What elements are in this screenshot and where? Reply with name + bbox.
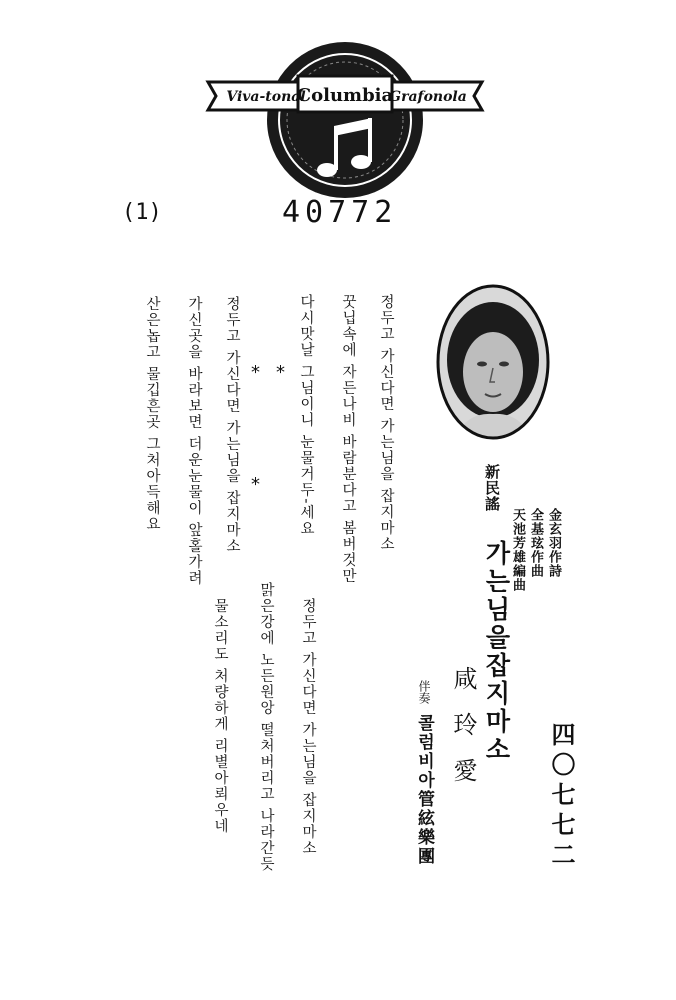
credit-composer: 全基玹作曲	[528, 508, 543, 578]
record-side: (1)	[122, 200, 162, 225]
lyric-line: 정두고 가신다면 가는님을 잡지마소	[224, 296, 240, 555]
logo-left-text: Viva-tonal	[226, 89, 306, 105]
lyric-line: 정두고 가신다면 가는님을 잡지마소	[378, 294, 394, 553]
song-genre: 新民謠	[483, 464, 501, 512]
song-title: 가는님을잡지마소	[482, 540, 511, 764]
lyric-line: 물소리도 처량하게 리별아뢰우네	[212, 598, 228, 835]
logo-center-text: Columbia	[296, 85, 394, 106]
singer-name: 咸玲愛	[449, 666, 477, 804]
lyric-line: 맑은강에 노든원앙 떨처버리고 나라간듯	[258, 582, 274, 873]
singer-portrait	[434, 282, 552, 442]
separator-mark: *	[251, 362, 260, 383]
separator-mark: *	[251, 474, 260, 495]
accompaniment-label: 伴奏	[417, 680, 431, 704]
separator-mark: *	[276, 362, 285, 383]
logo-right-text: Grafonola	[389, 89, 467, 105]
credit-lyricist: 金玄羽作詩	[546, 508, 561, 578]
columbia-logo	[200, 38, 490, 208]
lyric-line: 가신곳을 바라보면 더운눈물이 앞홀가려	[186, 296, 202, 587]
credit-arranger: 天池芳雄編曲	[510, 508, 525, 592]
record-number: 40772	[282, 195, 398, 230]
lyric-line: 다시맛날 그님이니 눈물거두-세요	[298, 294, 314, 537]
lyric-line: 정두고 가신다면 가는님을 잡지마소	[300, 598, 316, 857]
lyric-line: 산은놉고 물깁흔곳 그처아득해요	[144, 296, 160, 533]
accompaniment: 콜럼비아管絃樂團	[414, 714, 434, 866]
lyric-line: 꿋닙속에 자든나비 바람분다고 봄버것만	[340, 294, 356, 585]
record-number-hanja: 四〇七七二	[547, 722, 576, 872]
